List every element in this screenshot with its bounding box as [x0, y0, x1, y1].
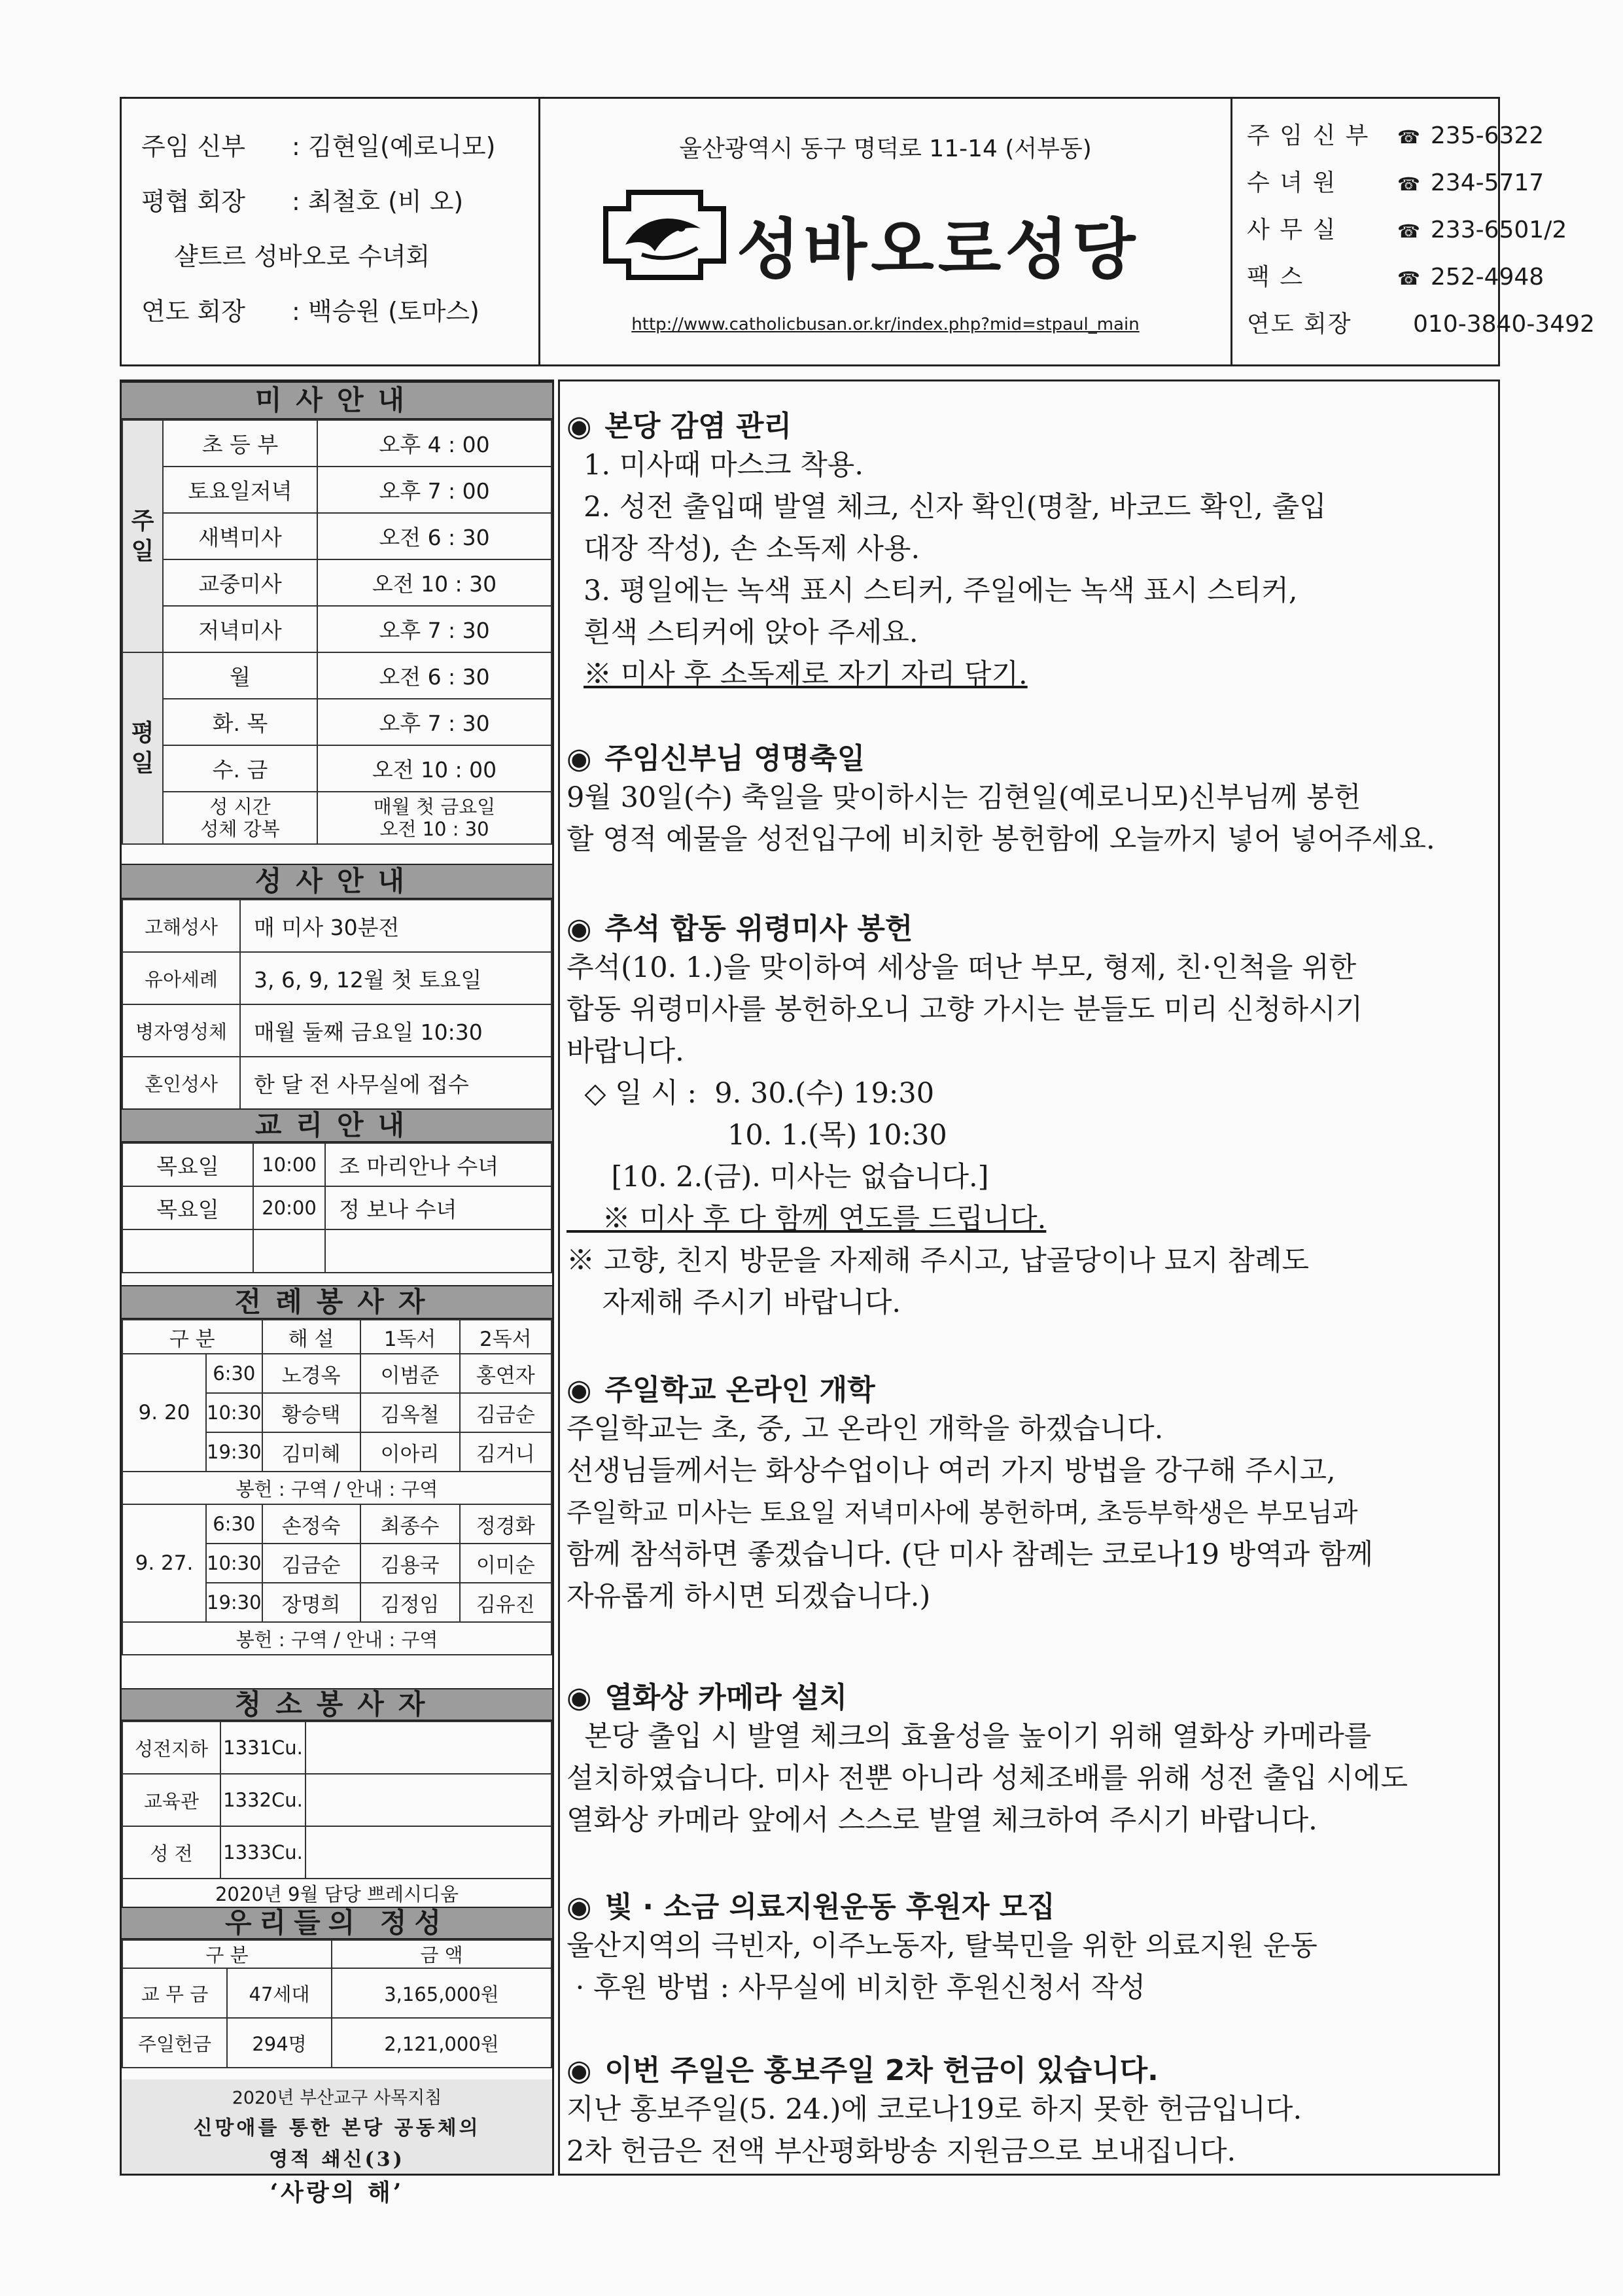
circle-bullet-icon: ◉ [567, 912, 592, 945]
table-row: 19:30 김미혜 이아리 김거니 [122, 1432, 551, 1472]
staff-panel [122, 99, 540, 364]
sacraments-table [122, 899, 552, 1110]
announcement-second-collection: ◉ 이번 주일은 홍보주일 2차 헌금이 있습니다. 지난 홍보주일(5. 24.)에 코로나19로 하지 못한 헌금입니다. 2차 헌금은 전액 부산평화방송 지원금으로 보내집니다. [567, 2054, 1302, 2168]
announcement-feast-day: ◉ 주임신부님 영명축일 9월 30일(수) 축일을 맞이하시는 김현일(예로니모)신부님께 봉헌 할 영적 예물을 성전입구에 비치한 봉헌함에 오늘까지 넣어 넣어주세요. [567, 742, 1435, 856]
table-row: 성전지하 1331Cu. [122, 1722, 551, 1774]
announcement-infection-control: ◉ 본당 감염 관리 1. 미사때 마스크 착용. 2. 성전 출입때 발열 체크, 신자 확인(명찰, 바코드 확인, 출입 대장 작성), 손 소독제 사용. 3. 평일에는 녹색 표시 스티커, 주일에는 녹색 표시 스티커, 흰색 스티커에 앉아 주세요. ※ 미사 후 소독제로 자기 자리 닦기. [567, 410, 1327, 691]
mass-schedule-heading: 미사안내 [122, 381, 552, 419]
table-row: 혼인성사 한 달 전 사무실에 접수 [122, 1057, 551, 1109]
circle-bullet-icon: ◉ [567, 1373, 592, 1407]
table-row: 화. 목 오후 7 : 30 [122, 699, 551, 745]
table-row: 교 무 금 47세대 3,165,000원 [122, 1968, 551, 2018]
table-row: 저녁미사 오후 7 : 30 [122, 606, 551, 652]
telephone-icon: ☎ [1397, 268, 1420, 289]
pastoral-motto: 2020년 부산교구 사목지침 신망애를 통한 본당 공동체의 영적 쇄신(3) ‘사랑의 해’ [122, 2079, 552, 2174]
circle-bullet-icon: ◉ [567, 2054, 592, 2087]
staff-row: 주임 신부 : 김현일(예로니모) [141, 132, 496, 161]
bulletin-header [120, 97, 1595, 366]
catechism-heading: 교리안내 [122, 1108, 552, 1142]
table-row: 교중미사 오전 10 : 30 [122, 559, 551, 606]
table-row: 10:30 김금순 김용국 이미순 [122, 1544, 551, 1583]
announcements-column [558, 380, 1500, 2176]
table-row: 10:30 황승택 김옥철 김금순 [122, 1393, 551, 1432]
church-title-panel [540, 99, 1232, 364]
announcement-thermal-camera: ◉ 열화상 카메라 설치 본당 출입 시 발열 체크의 효율성을 높이기 위해 열화상 카메라를 설치하였습니다. 미사 전뿐 아니라 성체조배를 위해 성전 출입 시에도 열화상 카메라 앞에서 스스로 발열 체크하여 주시기 바랍니다. [567, 1681, 1408, 1837]
offerings-heading: 우리들의 정성 [122, 1907, 552, 1939]
table-row: 목요일 20:00 정 보나 수녀 [122, 1186, 551, 1229]
table-row: 토요일저녁 오후 7 : 00 [122, 467, 551, 513]
table-row: 성 전 1333Cu. [122, 1826, 551, 1879]
telephone-icon: ☎ [1397, 173, 1420, 195]
table-row: 주일헌금 294명 2,121,000원 [122, 2018, 551, 2068]
church-name: 성바오로성당 [737, 211, 1140, 288]
contact-row: 수 녀 원 ☎ 234-5717 [1247, 169, 1544, 196]
table-row: 수. 금 오전 10 : 00 [122, 745, 551, 792]
table-row: 고해성사 매 미사 30분전 [122, 900, 551, 952]
table-row: 성 시간 성체 강복 매월 첫 금요일 오전 10 : 30 [122, 792, 551, 844]
table-row: 구 분 금 액 [122, 1940, 551, 1968]
table-row: 9. 27. 6:30 손정숙 최종수 정경화 [122, 1504, 551, 1544]
table-row: 새벽미사 오전 6 : 30 [122, 513, 551, 559]
staff-row: 샬트르 성바오로 수녀회 [174, 242, 430, 271]
contact-row: 사 무 실 ☎ 233-6501/2 [1247, 217, 1567, 243]
contact-row: 주 임 신 부 ☎ 235-6322 [1247, 122, 1544, 149]
table-row: 봉헌 : 구역 / 안내 : 구역 [122, 1472, 551, 1504]
circle-bullet-icon: ◉ [567, 742, 592, 775]
staff-row: 평협 회장 : 최철호 (비 오) [141, 187, 464, 216]
table-row [122, 1229, 551, 1273]
table-row: 주일 초 등 부 오후 4 : 00 [122, 420, 551, 467]
telephone-icon: ☎ [1397, 126, 1420, 148]
circle-bullet-icon: ◉ [567, 1681, 592, 1714]
contact-panel [1232, 99, 1595, 364]
sacraments-heading: 성사안내 [122, 864, 552, 899]
table-row: 2020년 9월 담당 쁘레시디움 [122, 1879, 551, 1907]
church-logo-icon [602, 189, 727, 281]
table-row: 교육관 1332Cu. [122, 1774, 551, 1826]
sunday-label: 주일 [122, 420, 163, 652]
table-row: 유아세례 3, 6, 9, 12월 첫 토요일 [122, 952, 551, 1004]
liturgy-servers-heading: 전례봉사자 [122, 1285, 552, 1319]
table-row: 봉헌 : 구역 / 안내 : 구역 [122, 1622, 551, 1655]
church-address: 울산광역시 동구 명덕로 11-14 (서부동) [679, 135, 1092, 162]
weekday-label: 평일 [122, 652, 163, 844]
table-row: 평일 월 오전 6 : 30 [122, 652, 551, 699]
telephone-icon: ☎ [1397, 221, 1420, 242]
contact-row: 팩 스 ☎ 252-4948 [1247, 264, 1544, 291]
announcement-medical-support: ◉ 빛 · 소금 의료지원운동 후원자 모집 울산지역의 극빈자, 이주노동자, 탈북민을 위한 의료지원 운동 · 후원 방법 : 사무실에 비치한 후원신청서 작성 [567, 1890, 1318, 2004]
cleaning-servers-heading: 청소봉사자 [122, 1688, 552, 1721]
contact-row: 연도 회장 010-3840-3492 [1247, 311, 1595, 338]
announcement-memorial-mass: ◉ 추석 합동 위령미사 봉헌 추석(10. 1.)을 맞이하여 세상을 떠난 부모, 형제, 친·인척을 위한 합동 위령미사를 봉헌하오니 고향 가시는 분들도 미리 신청하시기 바랍니다. ◇ 일 시 : 9. 30.(수) 19:30 10. 1.(목) 10:30 [10. 2.(금). 미사는 없습니다.] ※ 미사 후 다 함께 연도를 드립니다. ※ 고향, 친지 방문을 자제해 주시고, 납골당이나 묘지 참례도 자제해 주시기 바랍니다. [567, 912, 1363, 1319]
staff-row: 연도 회장 : 백승원 (토마스) [141, 297, 480, 326]
catechism-table [122, 1142, 552, 1273]
liturgy-servers-table [122, 1319, 552, 1655]
circle-bullet-icon: ◉ [567, 410, 592, 443]
cleaning-servers-table [122, 1721, 552, 1908]
table-row: 9. 20 6:30 노경옥 이범준 홍연자 [122, 1354, 551, 1393]
table-row: 구 분 해 설 1독서 2독서 [122, 1320, 551, 1354]
mass-schedule-table [122, 419, 552, 845]
announcement-sunday-school: ◉ 주일학교 온라인 개학 주일학교는 초, 중, 고 온라인 개학을 하겠습니다. 선생님들께서는 화상수업이나 여러 가지 방법을 강구해 주시고, 주일학교 미사는 토요일 저녁미사에 봉헌하며, 초등부학생은 부모님과 함께 참석하면 좋겠습니다. (단 미사 참례는 코로나19 방역과 함께 자유롭게 하시면 되겠습니다.) [567, 1373, 1373, 1613]
table-row: 목요일 10:00 조 마리안나 수녀 [122, 1143, 551, 1186]
info-column [120, 380, 554, 2206]
table-row: 19:30 장명희 김정임 김유진 [122, 1583, 551, 1622]
church-website-link[interactable]: http://www.catholicbusan.or.kr/index.php?mid=stpaul_main [631, 315, 1140, 334]
table-row: 병자영성체 매월 둘째 금요일 10:30 [122, 1004, 551, 1057]
circle-bullet-icon: ◉ [567, 1890, 592, 1924]
offerings-table [122, 1939, 552, 2068]
